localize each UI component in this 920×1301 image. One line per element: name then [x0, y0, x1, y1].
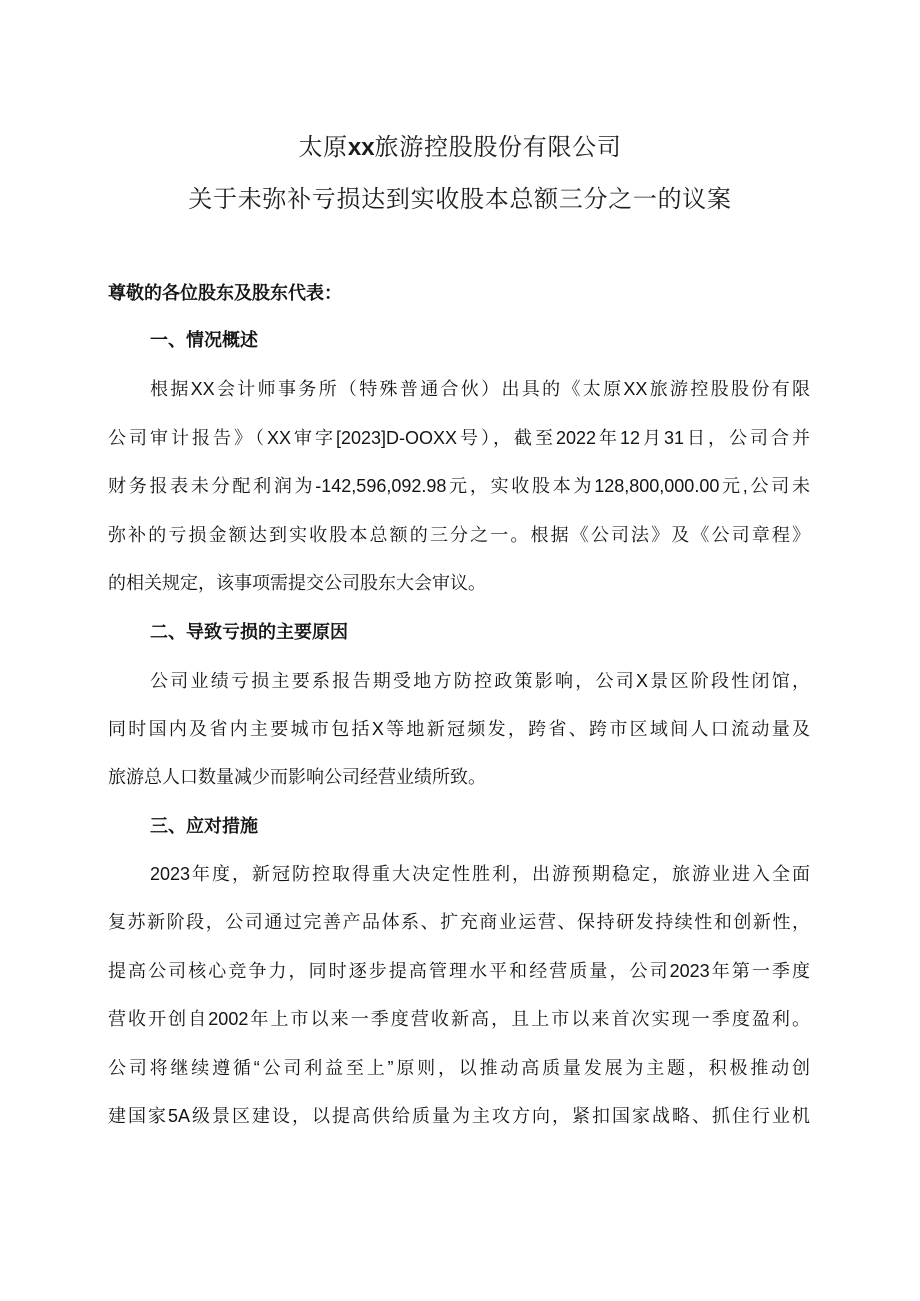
paragraph-line: 公司将继续遵循“公司利益至上”原则，以推动高质量发展为主题，积极推动创	[108, 1058, 810, 1078]
paragraph-line: 根据XX会计师事务所（特殊普通合伙）出具的《太原XX旅游控股股份有限	[150, 379, 810, 399]
paragraph-line: 弥补的亏损金额达到实收股本总额的三分之一。根据《公司法》及《公司章程》	[108, 525, 810, 545]
paragraph-line: 同时国内及省内主要城市包括X等地新冠频发，跨省、跨市区域间人口流动量及	[108, 719, 810, 739]
paragraph-line: 公司业绩亏损主要系报告期受地方防控政策影响，公司X景区阶段性闭馆，	[150, 671, 810, 691]
title-prefix: 太原	[298, 134, 348, 161]
paragraph-line: 公司审计报告》（XX审字[2023]D-OOXX号），截至2022年12月31日，公司合并	[108, 428, 810, 448]
paragraph-line: 2023年度，新冠防控取得重大决定性胜利，出游预期稳定，旅游业进入全面	[150, 864, 810, 884]
paragraph-line: 建国家5A级景区建设，以提高供给质量为主攻方向，紧扣国家战略、抓住行业机	[108, 1106, 810, 1126]
title-suffix: 旅游控股股份有限公司	[374, 134, 622, 161]
section-heading: 二、导致亏损的主要原因	[150, 622, 348, 642]
section-heading: 三、应对措施	[150, 816, 258, 836]
paragraph-line: 财务报表未分配利润为-142,596,092.98元，实收股本为128,800,000.00元,公司未	[108, 476, 810, 496]
paragraph-line: 的相关规定，该事项需提交公司股东大会审议。	[108, 573, 486, 593]
paragraph-line: 旅游总人口数量减少而影响公司经营业绩所致。	[108, 767, 486, 787]
paragraph-line: 复苏新阶段，公司通过完善产品体系、扩充商业运营、保持研发持续性和创新性，	[108, 912, 810, 932]
paragraph-line: 提高公司核心竞争力，同时逐步提高管理水平和经营质量，公司2023年第一季度	[108, 961, 810, 981]
greeting: 尊敬的各位股东及股东代表：	[108, 283, 342, 303]
document-subtitle: 关于未弥补亏损达到实收股本总额三分之一的议案	[188, 186, 732, 213]
paragraph-line: 营收开创自2002年上市以来一季度营收新高，且上市以来首次实现一季度盈利。	[108, 1009, 810, 1029]
document-title	[0, 133, 920, 163]
title-company-placeholder: xx	[347, 134, 375, 161]
section-heading: 一、情况概述	[150, 330, 258, 350]
